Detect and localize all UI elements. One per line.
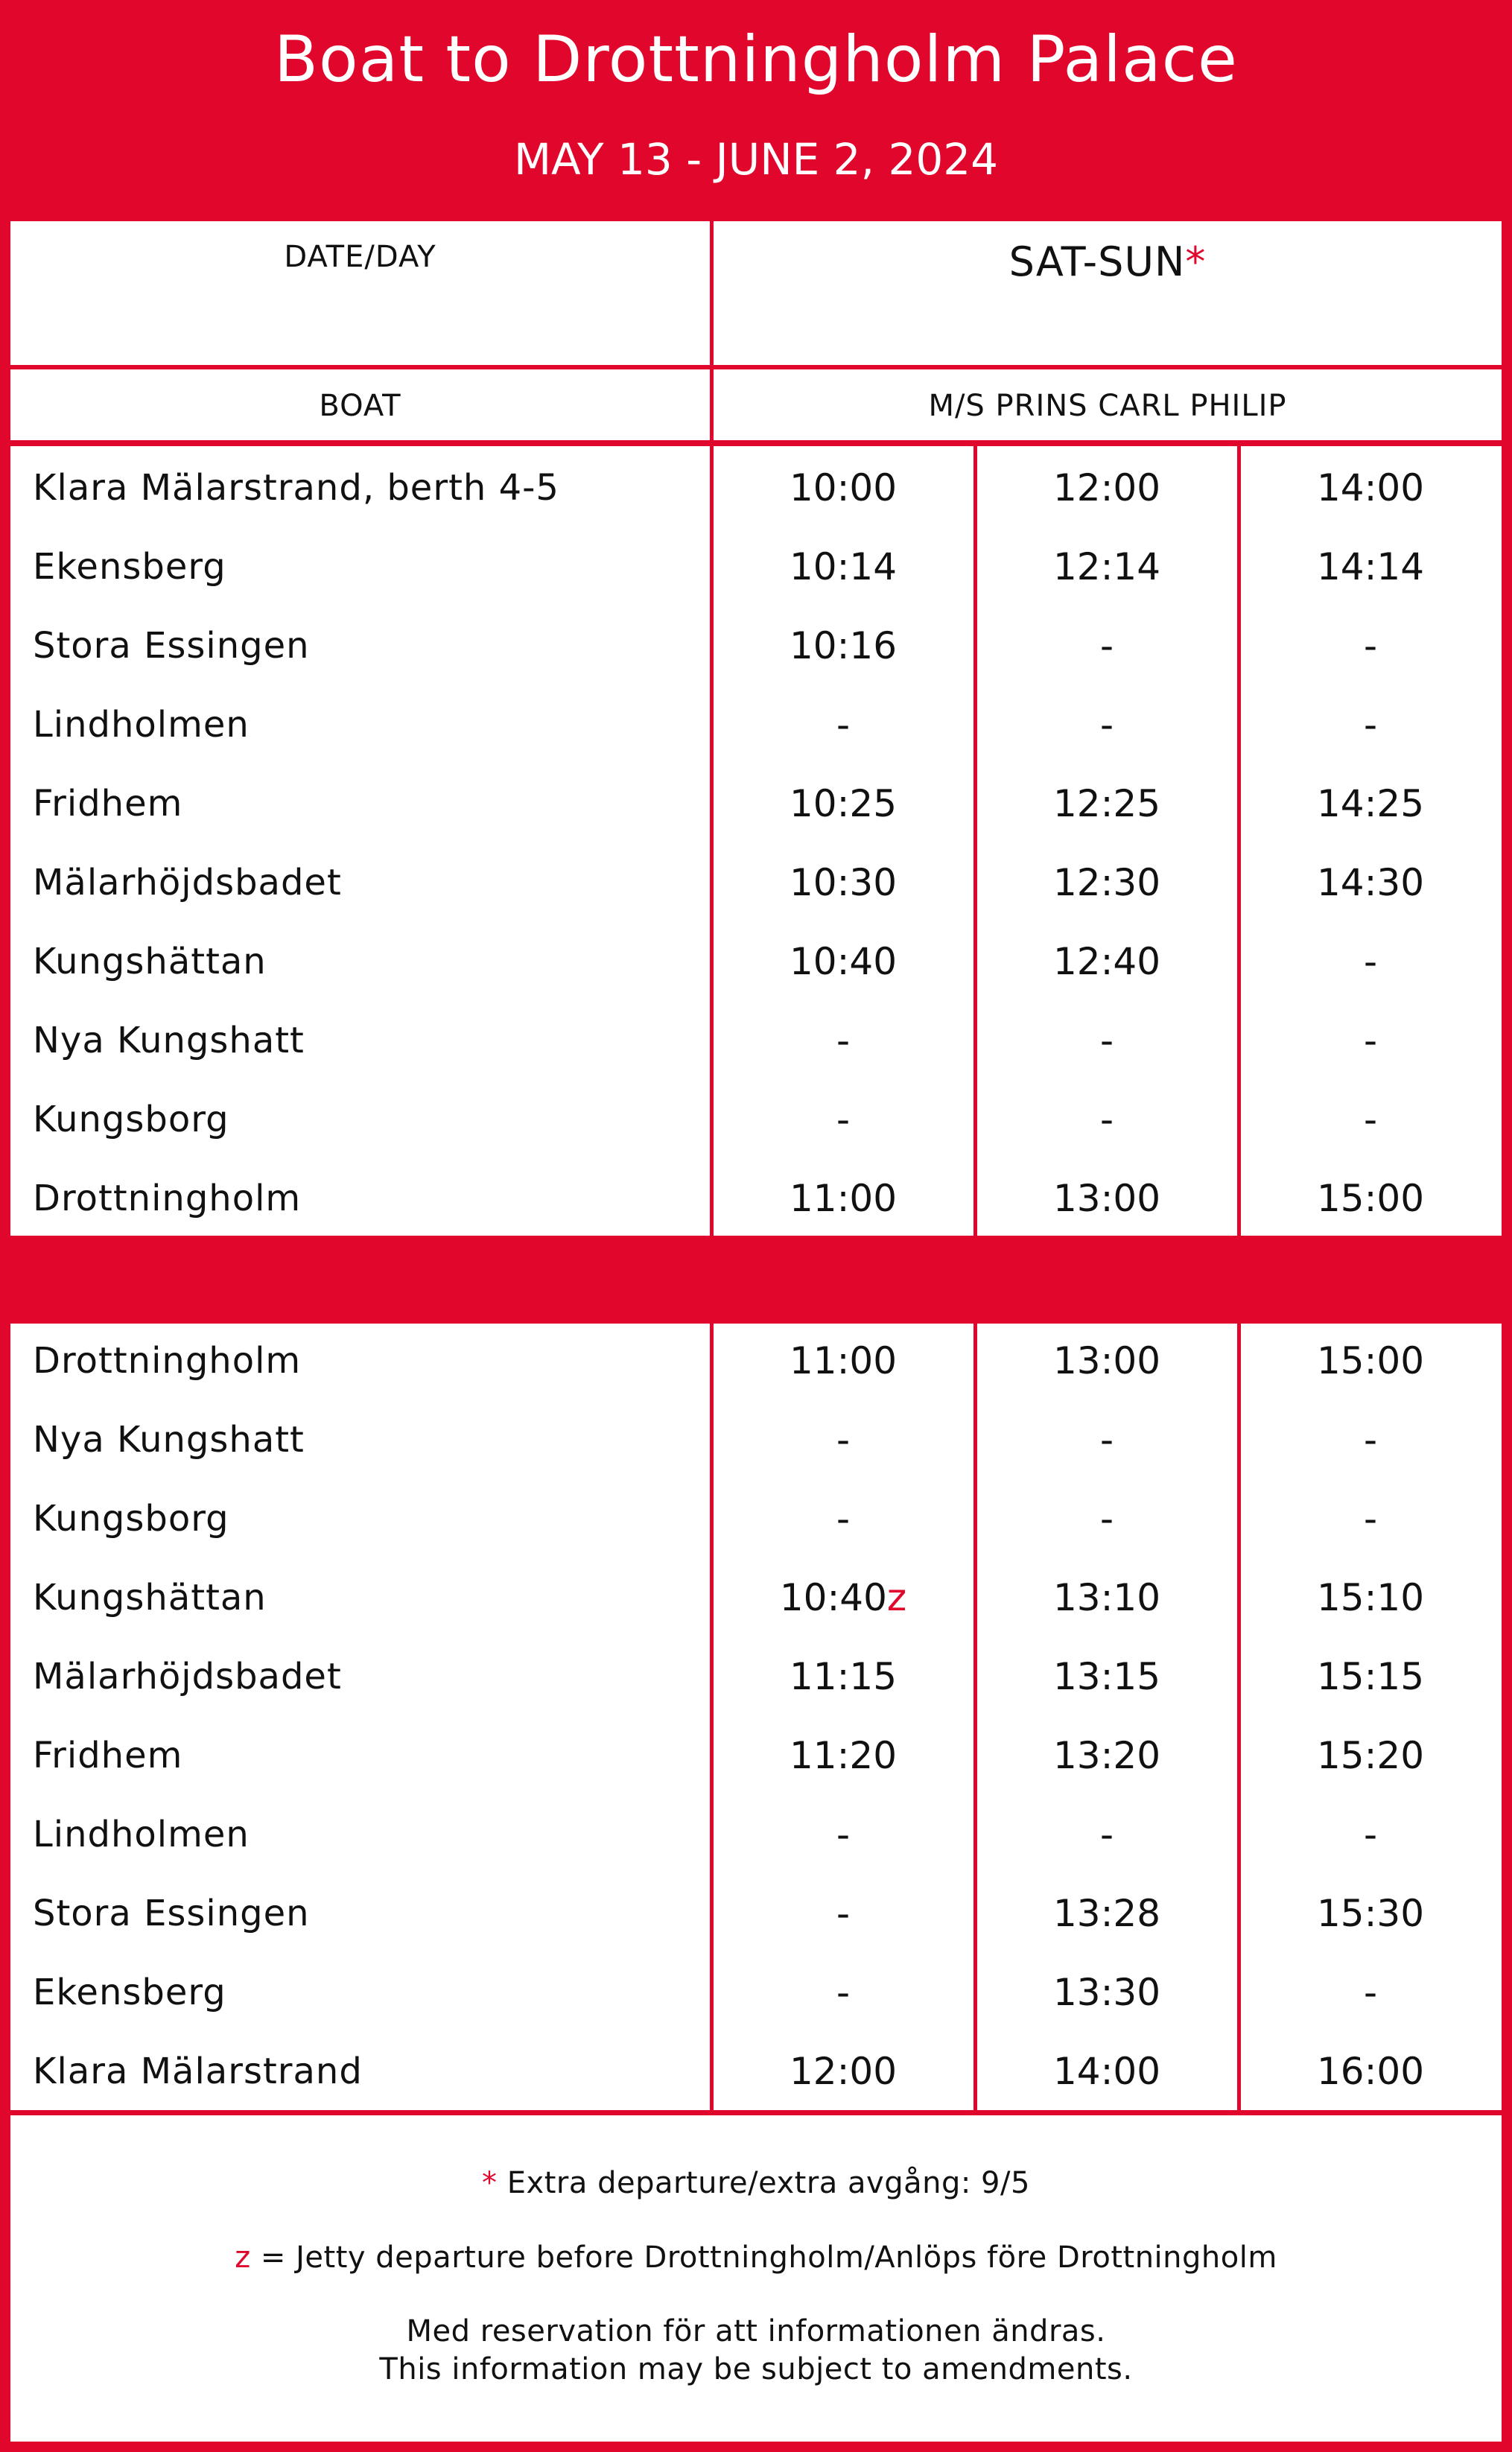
table-row	[0, 1080, 1512, 1159]
departure-time: -	[836, 1892, 851, 1935]
departure-time: -	[1099, 624, 1114, 667]
departure-time: 15:10	[1316, 1576, 1425, 1619]
departure-time: -	[836, 703, 851, 746]
table-row	[0, 922, 1512, 1001]
departure-time: -	[836, 1497, 851, 1540]
boat-name: M/S PRINS CARL PHILIP	[928, 389, 1287, 423]
notes-section	[10, 2115, 1502, 2442]
departure-time: -	[1099, 1098, 1114, 1141]
table-row	[0, 2032, 1512, 2111]
departure-time: 12:40	[1052, 940, 1161, 983]
stop-name: Stora Essingen	[33, 1893, 310, 1934]
jetty-marker: z	[886, 1576, 907, 1619]
departure-time: -	[836, 1971, 851, 2014]
departure-time: 10:00	[789, 466, 898, 509]
table-row	[0, 1795, 1512, 1874]
departure-time: 14:30	[1316, 861, 1425, 904]
departure-time: 10:30	[789, 861, 898, 904]
table-row	[0, 1001, 1512, 1080]
z-text: = Jetty departure before Drottningholm/Anlöps före Drottningholm	[250, 2240, 1277, 2275]
departure-time: -	[1099, 1019, 1114, 1062]
disclaimer-sv: Med reservation för att informationen ändras.	[406, 2314, 1106, 2348]
stop-name: Kungsborg	[33, 1099, 229, 1140]
stop-name: Drottningholm	[33, 1178, 302, 1219]
departure-time: 12:30	[1052, 861, 1161, 904]
table-row	[0, 1479, 1512, 1558]
days-label	[714, 238, 1502, 285]
table-row	[0, 1716, 1512, 1795]
date-range: MAY 13 - JUNE 2, 2024	[513, 134, 999, 185]
departure-time: 12:00	[789, 2050, 898, 2093]
departure-time: -	[1363, 1098, 1378, 1141]
stop-name: Stora Essingen	[33, 625, 310, 667]
departure-time: -	[1099, 703, 1114, 746]
extra-marker: *	[482, 2166, 498, 2200]
stop-name: Klara Mälarstrand	[33, 2051, 363, 2092]
stop-name: Kungshättan	[33, 1577, 267, 1619]
departure-time: 13:28	[1052, 1892, 1161, 1935]
departure-time: 10:25	[789, 782, 898, 825]
extra-text: Extra departure/extra avgång: 9/5	[497, 2166, 1030, 2200]
departure-time: 10:14	[789, 545, 898, 588]
departure-time: -	[1363, 1019, 1378, 1062]
table-row	[0, 527, 1512, 606]
departure-time: -	[1363, 1497, 1378, 1540]
departure-time: -	[1363, 624, 1378, 667]
page-title: Boat to Drottningholm Palace	[274, 22, 1238, 97]
table-row	[0, 1558, 1512, 1637]
days-marker: *	[1185, 238, 1207, 285]
disclaimer-en: This information may be subject to amendments.	[379, 2352, 1133, 2386]
departure-time	[713, 1558, 973, 1637]
departure-time: -	[1099, 1813, 1114, 1856]
departure-time: -	[836, 1098, 851, 1141]
table-row	[0, 685, 1512, 764]
stop-name: Fridhem	[33, 1735, 183, 1776]
time-value: 10:40	[779, 1576, 887, 1619]
departure-time: 10:16	[789, 624, 898, 667]
departure-time: 10:40	[789, 940, 898, 983]
departure-time: 12:25	[1052, 782, 1161, 825]
stop-name: Nya Kungshatt	[33, 1419, 305, 1461]
table-row	[0, 1637, 1512, 1716]
departure-time: 13:00	[1052, 1339, 1161, 1382]
stop-name: Mälarhöjdsbadet	[33, 862, 342, 903]
departure-time: -	[836, 1813, 851, 1856]
departure-time: -	[1363, 703, 1378, 746]
table-row	[0, 1159, 1512, 1238]
table-row	[0, 606, 1512, 685]
stop-name: Mälarhöjdsbadet	[33, 1656, 342, 1697]
table-row	[0, 448, 1512, 527]
stop-name: Lindholmen	[33, 704, 250, 746]
departure-time: -	[1099, 1418, 1114, 1461]
departure-time: 13:00	[1052, 1177, 1161, 1220]
departure-time: 13:15	[1052, 1655, 1161, 1698]
departure-time: -	[1363, 1418, 1378, 1461]
departure-time: 12:00	[1052, 466, 1161, 509]
departure-time: 15:00	[1316, 1339, 1425, 1382]
stop-name: Kungshättan	[33, 941, 267, 982]
departure-time: 16:00	[1316, 2050, 1425, 2093]
departure-time: 11:00	[789, 1177, 898, 1220]
stop-name: Nya Kungshatt	[33, 1020, 305, 1061]
table-row	[0, 1953, 1512, 2032]
table-row	[0, 1400, 1512, 1479]
departure-time: -	[1363, 1971, 1378, 2014]
departure-time: 15:00	[1316, 1177, 1425, 1220]
z-marker: z	[235, 2240, 251, 2275]
departure-time: -	[836, 1418, 851, 1461]
extra-departure-note	[0, 2166, 1512, 2200]
departure-time: -	[1363, 940, 1378, 983]
departure-time: 14:25	[1316, 782, 1425, 825]
stop-name: Ekensberg	[33, 546, 226, 588]
table-row	[0, 1321, 1512, 1400]
table-row	[0, 843, 1512, 922]
departure-time: 15:20	[1316, 1734, 1425, 1777]
boat-label: BOAT	[319, 389, 401, 423]
date-day-label: DATE/DAY	[284, 240, 436, 274]
stop-name: Lindholmen	[33, 1814, 250, 1855]
departure-time: -	[1099, 1497, 1114, 1540]
stop-name: Ekensberg	[33, 1972, 226, 2013]
stop-name: Drottningholm	[33, 1340, 302, 1382]
stop-name: Fridhem	[33, 783, 183, 825]
stop-name: Klara Mälarstrand, berth 4-5	[33, 467, 559, 509]
departure-time: 13:20	[1052, 1734, 1161, 1777]
departure-time: 15:30	[1316, 1892, 1425, 1935]
departure-time: 15:15	[1316, 1655, 1425, 1698]
table-row	[0, 1874, 1512, 1953]
departure-time: 14:00	[1052, 2050, 1161, 2093]
jetty-note	[0, 2240, 1512, 2275]
departure-time: 13:30	[1052, 1971, 1161, 2014]
days-text: SAT-SUN	[1008, 238, 1186, 285]
stop-name: Kungsborg	[33, 1498, 229, 1540]
departure-time: 14:00	[1316, 466, 1425, 509]
departure-time: 14:14	[1316, 545, 1425, 588]
departure-time: 13:10	[1052, 1576, 1161, 1619]
departure-time: 11:20	[789, 1734, 898, 1777]
departure-time: -	[1363, 1813, 1378, 1856]
departure-time: 11:00	[789, 1339, 898, 1382]
departure-time: 12:14	[1052, 545, 1161, 588]
departure-time: 11:15	[789, 1655, 898, 1698]
departure-time: -	[836, 1019, 851, 1062]
table-row	[0, 764, 1512, 843]
